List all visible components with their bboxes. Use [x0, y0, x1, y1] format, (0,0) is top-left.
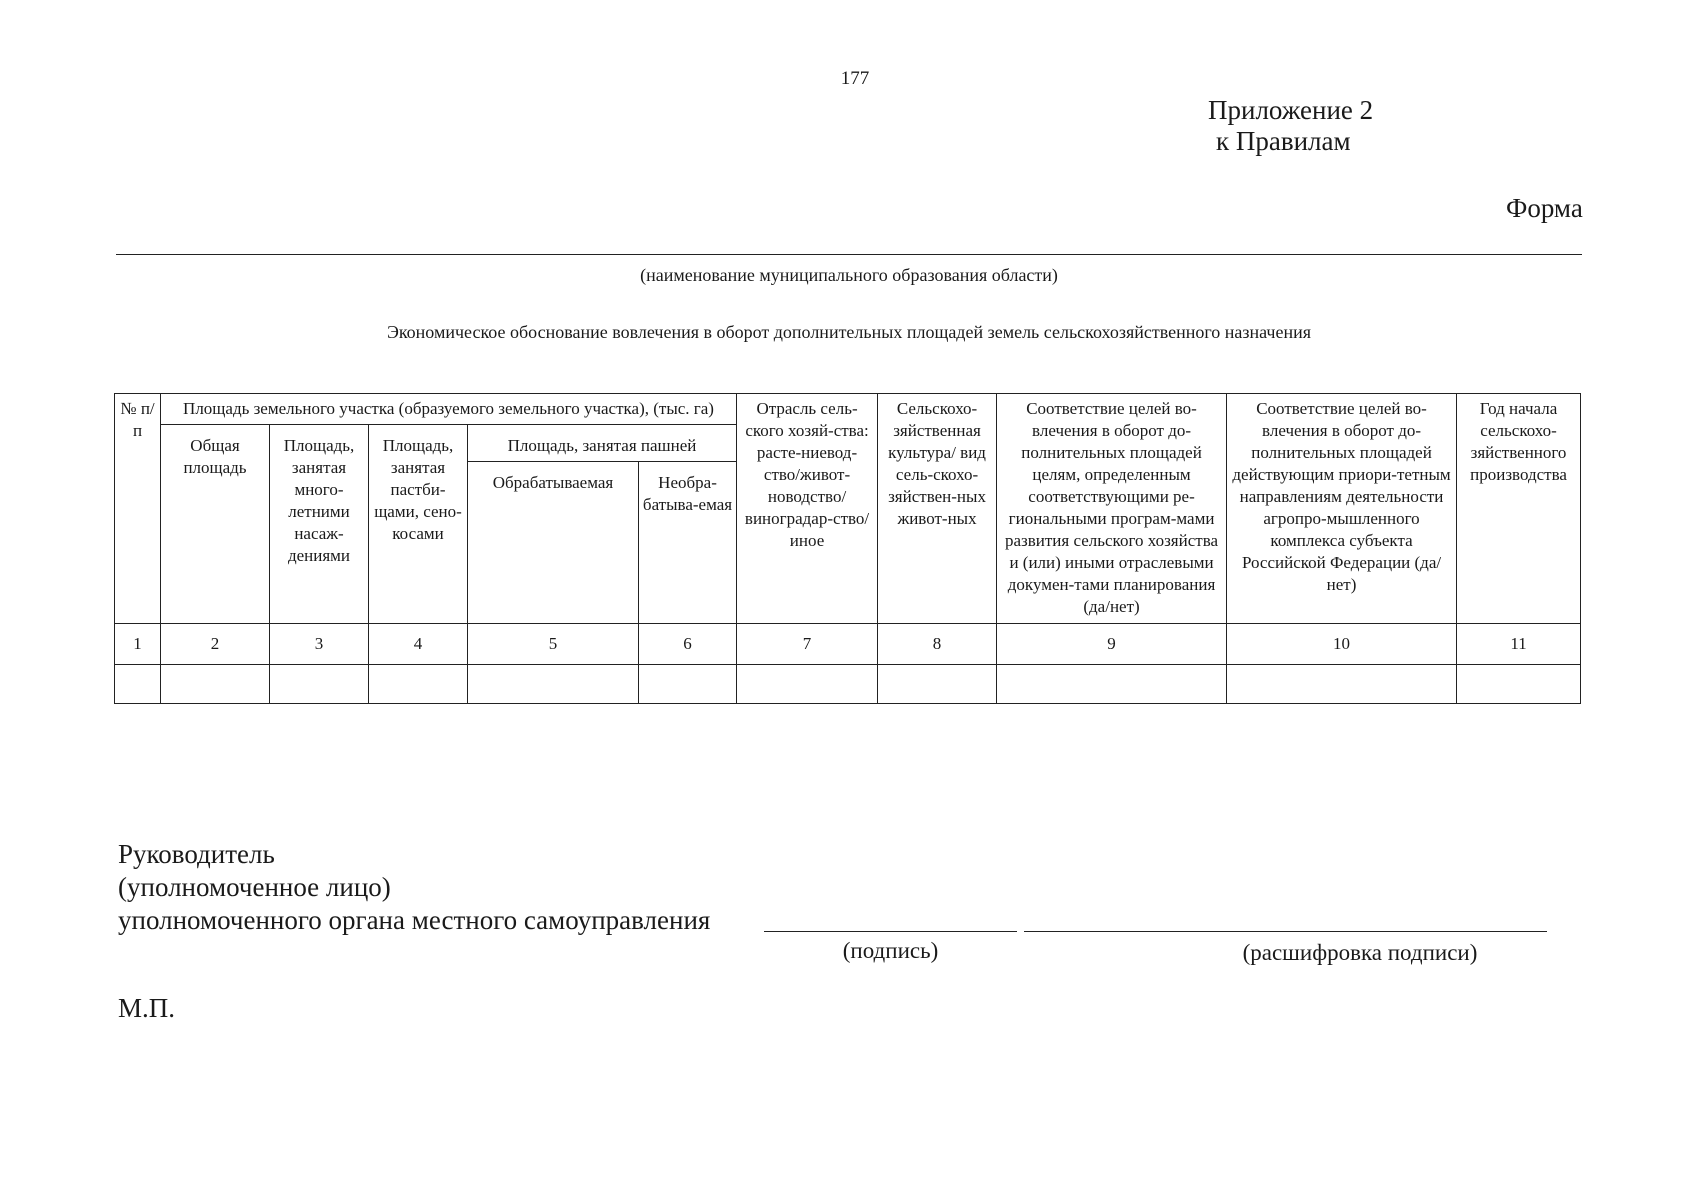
column-number: 7: [737, 624, 878, 665]
header-pasture-area: Площадь, занятая пастби-щами, сено-косами: [369, 425, 468, 624]
header-row-1: [115, 394, 1581, 425]
page-number: 177: [840, 68, 870, 89]
column-number: 4: [369, 624, 468, 665]
signatory-body: уполномоченного органа местного самоуправления: [118, 905, 711, 935]
column-number: 10: [1227, 624, 1457, 665]
empty-cell[interactable]: [1227, 665, 1457, 704]
header-cultivated: Обрабатываемая: [468, 462, 639, 624]
empty-cell[interactable]: [369, 665, 468, 704]
empty-cell[interactable]: [270, 665, 369, 704]
header-arable-area: Площадь, занятая пашней: [468, 425, 737, 462]
signature-block: [118, 838, 710, 937]
municipality-name-line: [116, 254, 1582, 255]
header-number: № п/п: [115, 394, 161, 624]
header-start-year: Год начала сельскохо-зяйственного производства: [1457, 394, 1581, 624]
empty-cell[interactable]: [1457, 665, 1581, 704]
signature-caption: (подпись): [842, 938, 939, 963]
column-number: 11: [1457, 624, 1581, 665]
form-label: Форма: [1506, 193, 1583, 223]
signatory-title: Руководитель: [118, 839, 275, 869]
header-total-area: Общая площадь: [161, 425, 270, 624]
stamp-placeholder: М.П.: [118, 993, 176, 1023]
header-land-area: Площадь земельного участка (образуемого земельного участка), (тыс. га): [161, 394, 737, 425]
empty-cell[interactable]: [997, 665, 1227, 704]
economic-justification-table: [114, 393, 1581, 704]
appendix-line-2: к Правилам: [1216, 126, 1351, 156]
appendix-header: [1208, 95, 1373, 157]
header-agri-branch: Отрасль сель-ского хозяй-ства: расте-ниевод-ство/живот-новодство/ виноградар-ство/иное: [737, 394, 878, 624]
signatory-authorized: (уполномоченное лицо): [118, 872, 391, 902]
empty-cell[interactable]: [639, 665, 737, 704]
header-priority-compliance: Соответствие целей во-влечения в оборот до-полнительных площадей действующим приори-тетным направлениям деятельности агропро-мышленного комплекса субъекта Российской Федерации (да/нет): [1227, 394, 1457, 624]
signature-decoding-caption: (расшифровка подписи): [1242, 940, 1478, 965]
empty-cell[interactable]: [878, 665, 997, 704]
column-number: 6: [639, 624, 737, 665]
signature-line[interactable]: [764, 931, 1017, 932]
header-perennial-area: Площадь, занятая много-летними насаж-дениями: [270, 425, 369, 624]
empty-data-row: [115, 665, 1581, 704]
column-number: 3: [270, 624, 369, 665]
appendix-line-1: Приложение 2: [1208, 95, 1374, 125]
header-uncultivated: Необра-батыва-емая: [639, 462, 737, 624]
column-number: 2: [161, 624, 270, 665]
column-number: 9: [997, 624, 1227, 665]
column-number: 8: [878, 624, 997, 665]
column-number: 1: [115, 624, 161, 665]
column-number-row: [115, 624, 1581, 665]
municipality-name-caption: (наименование муниципального образования области): [640, 265, 1058, 285]
header-crop-type: Сельскохо-зяйственная культура/ вид сель-скохо-зяйствен-ных живот-ных: [878, 394, 997, 624]
empty-cell[interactable]: [115, 665, 161, 704]
empty-cell[interactable]: [737, 665, 878, 704]
signature-decoding-line[interactable]: [1024, 931, 1547, 932]
column-number: 5: [468, 624, 639, 665]
header-regional-compliance: Соответствие целей во-влечения в оборот до-полнительных площадей целям, определенным соответствующими ре-гиональными програм-мами развития сельского хозяйства и (или) иными отраслевыми докумен-тами планирования (да/нет): [997, 394, 1227, 624]
empty-cell[interactable]: [161, 665, 270, 704]
empty-cell[interactable]: [468, 665, 639, 704]
document-title: Экономическое обоснование вовлечения в оборот дополнительных площадей земель сельскохозяйственного назначения: [386, 322, 1312, 342]
